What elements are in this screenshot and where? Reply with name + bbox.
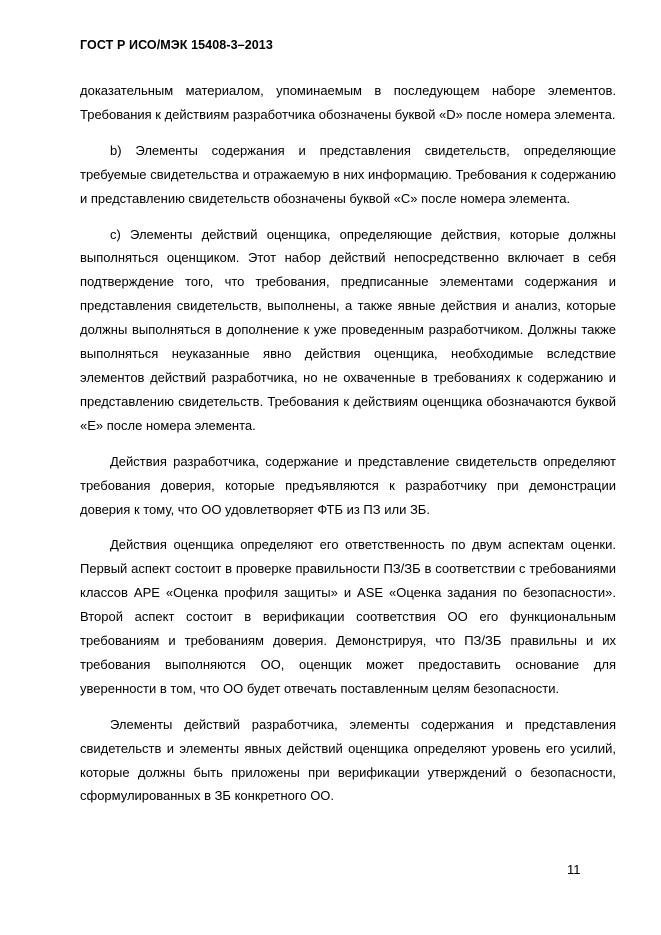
paragraph: Действия оценщика определяют его ответственность по двум аспектам оценки. Первый аспект состоит в проверке правильности ПЗ/ЗБ в соответствии с требованиями классов АРЕ «Оценка профиля защиты» и ASE «Оценка задания по безопасности». Второй аспект состоит в верификации соответствия ОО его функциональным требованиям и требованиям доверия. Демонстрируя, что ПЗ/ЗБ правильны и их требования выполняются ОО, оценщик может предоставить основание для уверенности в том, что ОО будет отвечать поставленным целям безопасности.: [80, 537, 616, 696]
paragraph: c) Элементы действий оценщика, определяющие действия, которые должны выполняться оценщиком. Этот набор действий непосредственно включает в себя подтверждение того, что требования, предписанные элементами содержания и представления свидетельств, выполнены, а также явные действия и анализ, которые должны выполняться в дополнение к уже проведенным разработчиком. Должны также выполняться неуказанные явно действия оценщика, необходимые вследствие элементов действий разработчика, но не охваченные в требованиях к содержанию и представлению свидетельств. Требования к действиям оценщика обозначаются буквой «Е» после номера элемента.: [80, 226, 616, 433]
page-number: 11: [567, 862, 581, 877]
document-header: ГОСТ Р ИСО/МЭК 15408-3–2013: [80, 38, 273, 52]
paragraph: доказательным материалом, упоминаемым в последующем наборе элементов. Требования к действиям разработчика обозначены буквой «D» после номера элемента.: [80, 83, 616, 122]
paragraph: Элементы действий разработчика, элементы содержания и представления свидетельств и элементы явных действий оценщика определяют уровень его усилий, которые должны быть приложены при верификации утверждений о безопасности, сформулированных в ЗБ конкретного ОО.: [80, 716, 616, 804]
document-body: [80, 79, 616, 820]
paragraph: b) Элементы содержания и представления свидетельств, определяющие требуемые свидетельства и отражаемую в них информацию. Требования к содержанию и представлению свидетельств обозначены буквой «С» после номера элемента.: [80, 142, 616, 206]
paragraph: Действия разработчика, содержание и представление свидетельств определяют требования доверия, которые предъявляются к разработчику при демонстрации доверия к тому, что ОО удовлетворяет ФТБ из ПЗ или ЗБ.: [80, 453, 616, 517]
